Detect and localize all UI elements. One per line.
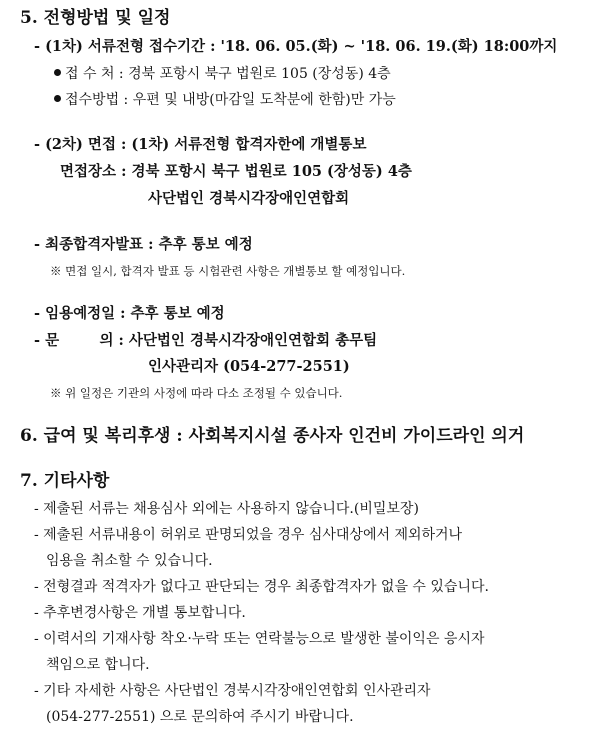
list-item: - 제출된 서류내용이 허위로 판명되었을 경우 심사대상에서 제외하거나 [34,527,463,543]
final-announcement: - 최종합격자발표 : 추후 통보 예정 [34,236,253,253]
step1-schedule: - (1차) 서류전형 접수기간 : '18. 06. 05.(화) ~ '18. 06. 19.(화) 18:00까지 [34,38,558,55]
bullet-icon [54,95,61,102]
list-item: - 기타 자세한 사항은 사단법인 경북시각장애인연합회 인사관리자 [34,683,431,699]
step2-interview: - (2차) 면접 : (1차) 서류전형 합격자한에 개별통보 [34,136,367,153]
note-schedule: ※ 위 일정은 기관의 사정에 따라 다소 조정될 수 있습니다. [50,386,343,400]
inquiry-line1: - 문 의 : 사단법인 경북시각장애인연합회 총무팀 [34,332,378,349]
submit-method [54,93,396,107]
hire-date: - 임용예정일 : 추후 통보 예정 [34,305,225,322]
submit-place [54,67,391,81]
submit-place-text: 접 수 처 : 경북 포항시 북구 법원로 105 (장성동) 4층 [65,66,391,82]
section-5-title: 5. 전형방법 및 일정 [20,8,171,28]
list-item: - 추후변경사항은 개별 통보합니다. [34,605,246,621]
inquiry-line2: 인사관리자 (054-277-2551) [148,358,350,375]
submit-method-text: 접수방법 : 우편 및 내방(마감일 도착분에 한함)만 가능 [65,92,396,108]
list-item: - 이력서의 기재사항 착오·누락 또는 연락불능으로 발생한 불이익은 응시자 [34,631,485,647]
section-6-title: 6. 급여 및 복리후생 : 사회복지시설 종사자 인건비 가이드라인 의거 [20,426,525,446]
bullet-icon [54,69,61,76]
list-item: - 전형결과 적격자가 없다고 판단되는 경우 최종합격자가 없을 수 있습니다. [34,579,489,595]
interview-venue-line1: 면접장소 : 경북 포항시 북구 법원로 105 (장성동) 4층 [60,163,412,180]
list-item: 임용을 취소할 수 있습니다. [46,553,213,569]
interview-venue-line2: 사단법인 경북시각장애인연합회 [148,190,350,207]
section-7-title: 7. 기타사항 [20,471,110,491]
list-item: 책임으로 합니다. [46,657,150,673]
list-item: - 제출된 서류는 채용심사 외에는 사용하지 않습니다.(비밀보장) [34,501,419,517]
list-item: (054-277-2551) 으로 문의하여 주시기 바랍니다. [46,709,354,725]
note-interview: ※ 면접 일시, 합격자 발표 등 시험관련 사항은 개별통보 할 예정입니다. [50,264,406,278]
